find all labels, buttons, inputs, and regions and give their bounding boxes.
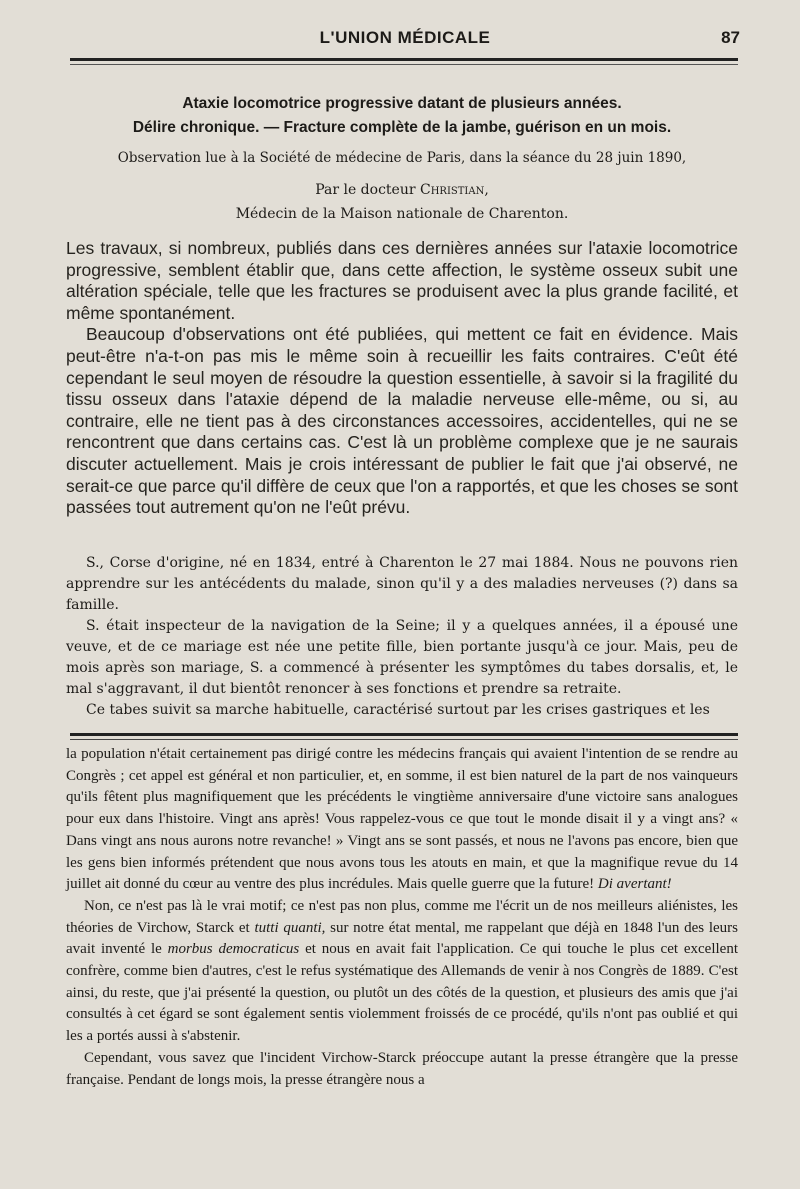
header-rule-thin [70,64,738,65]
feuilleton-separator [70,733,738,736]
case-paragraph: S., Corse d'origine, né en 1834, entré à Charenton le 27 mai 1884. Nous ne pouvons rien apprendre sur les antécédents du malade, sinon qu'il y a des maladies nerveuses (?) dans sa famille. [66,555,738,613]
journal-title: L'UNION MÉDICALE [319,28,491,47]
case-report [66,553,738,721]
article-title [66,92,738,140]
feuilleton-text-run: sur notre état mental, me rappelant que déjà en 1848 l'un des leurs avait inventé le [66,919,738,958]
case-paragraph: S. était inspecteur de la navigation de la Seine; il y a quelques années, il a épousé une veuve, et de ce mariage est née une petite fille, bien portante jusqu'à ce jour. Mais, peu de mois après son mariage, S. a commencé à présenter les symptômes du tabes dorsalis, et, le mal s'aggravant, il dut bientôt renoncer à ses fonctions et prendre sa retraite. [66,618,738,697]
feuilleton-paragraph [66,744,738,896]
feuilleton-italic-run: morbus democraticus [167,941,300,958]
feuilleton-italic-run: tutti quanti, [254,919,326,936]
article-title-line-1: Ataxie locomotrice progressive datant de plusieurs années. [182,95,622,112]
author-prefix: Par le docteur [315,182,416,198]
intro-paragraph: Beaucoup d'observations ont été publiées, qui mettent ce fait en évidence. Mais peut-être n'a-t-on pas mis le même soin à recueillir les faits contraires. C'eût été cependant le seul moyen de résoudre la question essentielle, à savoir si la fragilité du tissu osseux dans l'ataxie dépend de la maladie nerveuse elle-même, ou si, au contraire, elle ne tient pas à des circonstances accessoires, accidentelles, qui ne se rencontrent que dans certains cas. C'est là un problème complexe que je ne saurais discuter actuellement. Mais je crois intéressant de publier le fait que j'ai observé, ne serait-ce que parce qu'il diffère de ceux que l'on a rapportés, et que les choses se sont passées tout autrement qu'on ne l'eût prévu. [66,324,738,518]
author-line [66,180,738,200]
feuilleton-paragraph [66,896,738,1048]
feuilleton-paragraph: Cependant, vous savez que l'incident Virchow-Starck préoccupe autant la presse étrangère que la presse française. Pendant de longs mois, la presse étrangère nous a [66,1049,738,1088]
intro-paragraph: Les travaux, si nombreux, publiés dans ces dernières années sur l'ataxie locomotrice progressive, semblent établir que, dans cette affection, le système osseux subit une altération spéciale, telle que les fractures se produisent avec la plus grande facilité, et même spontanément. [66,238,738,323]
feuilleton-text-run: la population n'était certainement pas dirigé contre les médecins français qui avaient l'intention de se rendre au Congrès ; cet appel est général et non particulier, et, en somme, il est bien naturel de la part de nos vainqueurs qu'ils fêtent plus magnifiquement que les précédents le vingtième anniversaire d'une victoire sans analogues pour eux dans l'histoire. Vingt ans après! Vous rappelez-vous ce que tout le monde disait il y a vingt ans? « Dans vingt ans nous aurons notre revanche! » Vingt ans se sont passés, et nous ne l'avons pas encore, bien que les gens bien informés prétendent que nous avons tous les atouts en main, et que la magnifique revue du 14 juillet ait donné du cœur au ventre des plus incrédules. Mais quelle guerre que la future! [66,746,738,893]
author-institution: Médecin de la Maison nationale de Charenton. [235,206,569,222]
feuilleton-italic-run: Di avertant! [597,876,672,893]
author-name: Christian, [420,182,489,198]
case-paragraph: Ce tabes suivit sa marche habituelle, caractérisé surtout par les crises gastriques et les [86,702,710,718]
feuilleton-separator-thin [70,739,738,740]
article-title-line-2: Délire chronique. — Fracture complète de la jambe, guérison en un mois. [132,119,672,136]
feuilleton-text [66,744,738,1091]
header-rule [70,58,738,61]
article-introduction [66,238,738,519]
feuilleton-text-run: et nous en avait fait l'application. Ce qui touche le plus cet excellent confrère, comme bien d'autres, c'est le refus systématique des Allemands de venir à nos Congrès de 1889. C'est ainsi, du reste, que j'ai présenté la question, ou plutôt un des côtés de la question, et plusieurs des amis que j'ai consultés à cet égard se sont également sentis violemment froissés de ce procédé, qu'ils n'ont pas oublié et qui les a portés aussi à s'abstenir. [66,941,738,1045]
page-number: 87 [721,28,740,47]
observation-note: Observation lue à la Société de médecine de Paris, dans la séance du 28 juin 1890, [117,150,687,166]
feuilleton-text-run: Non, ce n'est pas là le vrai motif; ce n'est pas non plus, comme me l'écrit un de nos meilleurs aliénistes, les théories de Virchow, Starck et [66,897,738,936]
running-head [70,24,740,52]
